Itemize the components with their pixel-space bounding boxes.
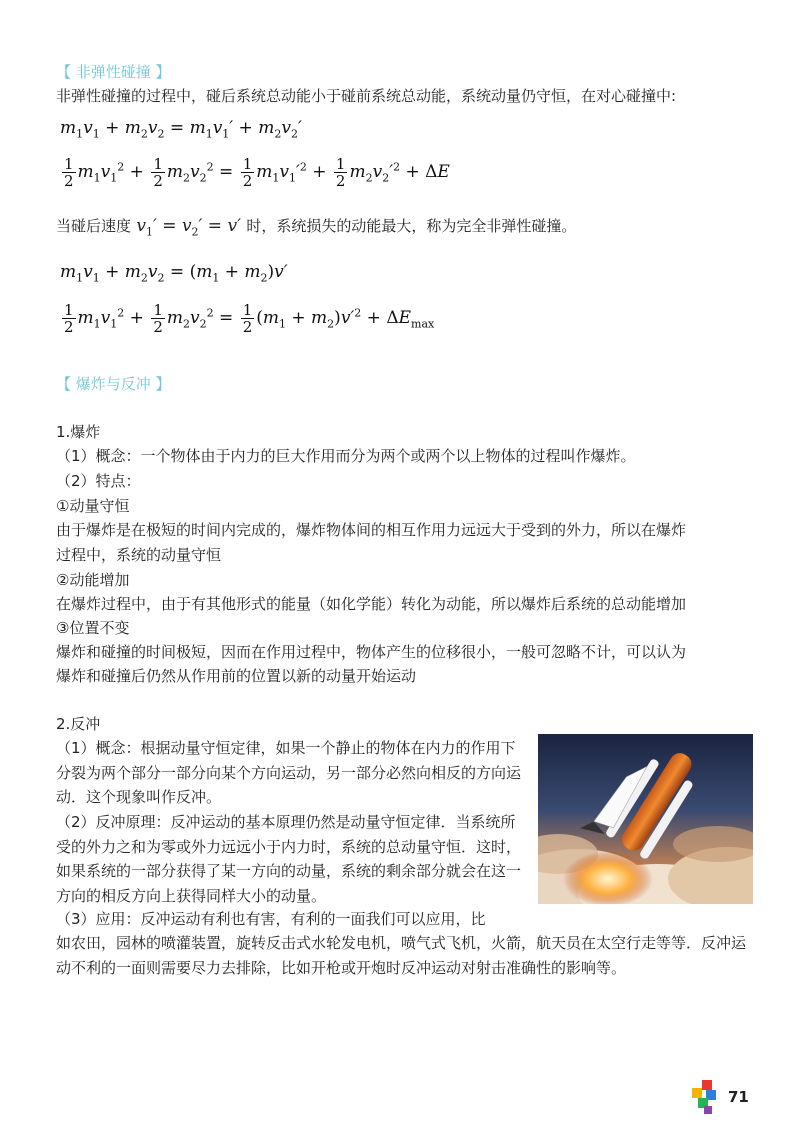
feature3-title: ③位置不变 [56,619,130,637]
recoil-concept: （1）概念：根据动量守恒定律，如果一个静止的物体在内力的作用下分裂为两个部分一部分向某个方向运动，另一部分必然向相反的方向运动．这个现象叫作反冲。 [56,739,522,806]
complete-prefix: 当碰后速度 [56,217,132,235]
section-heading-inelastic: 【 非弹性碰撞 】 [56,63,171,81]
section-heading-explosion: 【 爆炸与反冲 】 [56,375,171,393]
equation-complete-momentum: $m_1v_1 + m_2v_2 = (m_1 + m_2)v'$ [60,262,288,285]
complete-inelastic-line: 当碰后速度 $v_1' = v_2' = v'$ 时，系统损失的动能最大，称为完全非弹性碰撞。 [56,216,577,239]
equation-momentum: $m_1v_1 + m_2v_2 = m_1v_1' + m_2v_2'$ [60,118,302,141]
equation-energy: $\frac{1}{2}$ $m_1v_1^2$ + $\frac{1}{2}$ $m_2v_2^2$ = $\frac{1}{2}$ $m_1v_1'^2$ + $\frac{1}{2}$ $m_2v_2'^2 + \Delta E$ [64,155,450,190]
recoil-application-a: （3）应用：反冲运动有利也有害，有利的一面我们可以应用，比 [56,910,486,928]
feature1-title: ①动量守恒 [56,497,130,515]
explosion-concept: （1）概念：一个物体由于内力的巨大作用而分为两个或两个以上物体的过程叫作爆炸。 [56,447,636,465]
explosion-features: （2）特点： [56,472,141,490]
publisher-logo-icon [692,1080,722,1114]
complete-suffix: 时，系统损失的动能最大，称为完全非弹性碰撞。 [246,217,577,235]
explosion-title: 1.爆炸 [56,423,101,441]
inelastic-intro: 非弹性碰撞的过程中，碰后系统总动能小于碰前系统总动能，系统动量仍守恒，在对心碰撞中: [56,87,677,105]
page-number: 71 [728,1088,749,1106]
equation-complete-energy: $\frac{1}{2}$ $m_1v_1^2$ + $\frac{1}{2}$ $m_2v_2^2$ = $\frac{1}{2}$ $(m_1 + m_2)v'^2 + \Delta E_{max}$ [64,301,435,336]
feature2-line1: 在爆炸过程中，由于有其他形式的能量（如化学能）转化为动能，所以爆炸后系统的总动能增加 [56,595,687,613]
recoil-principle: （2）反冲原理：反冲运动的基本原理仍然是动量守恒定律．当系统所受的外力之和为零或外力远远小于内力时，系统的总动量守恒．这时，如果系统的一部分获得了某一方向的动量，系统的剩余部分就会在这一方向的相反方向上获得同样大小的动量。 [56,813,522,905]
recoil-title: 2.反冲 [56,715,101,733]
feature3-line2: 爆炸和碰撞后仍然从作用前的位置以新的动量开始运动 [56,667,417,685]
feature2-title: ②动能增加 [56,571,130,589]
recoil-application-b: 如农田，园林的喷灌装置，旋转反击式水轮发电机，喷气式飞机，火箭，航天员在太空行走等等．反冲运动不利的一面则需要尽力去排除，比如开枪或开炮时反冲运动对射击准确性的影响等。 [56,934,747,977]
rocket-launch-image [538,734,753,904]
feature3-line1: 爆炸和碰撞的时间极短，因而在作用过程中，物体产生的位移很小，一般可忽略不计，可以认为 [56,643,687,661]
feature1-line2: 过程中，系统的动量守恒 [56,546,222,564]
feature1-line1: 由于爆炸是在极短的时间内完成的，爆炸物体间的相互作用力远远大于受到的外力，所以在爆炸 [56,521,687,539]
